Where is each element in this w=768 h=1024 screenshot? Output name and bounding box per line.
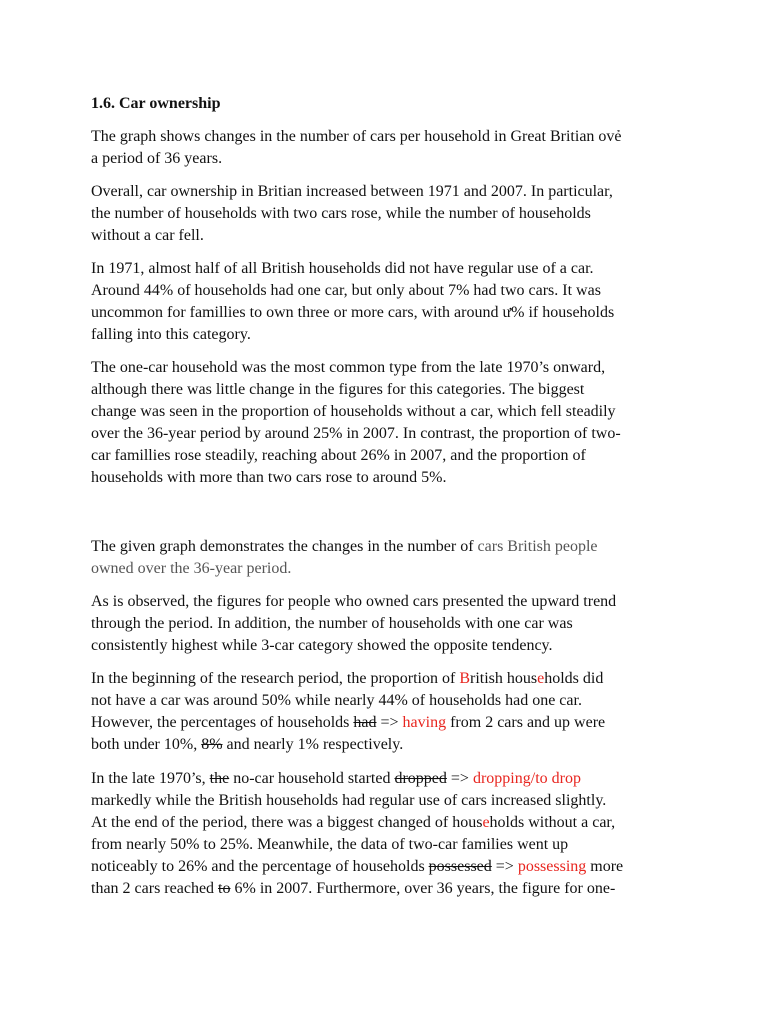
- text-run: noticeably to 26% and the percentage of households: [91, 858, 429, 875]
- paragraph-line: a period of 36 years.: [91, 150, 223, 167]
- correction-text: possessing: [517, 858, 587, 875]
- struck-text: 8%: [201, 736, 223, 753]
- text-run: =>: [446, 770, 473, 787]
- struck-text: had: [353, 714, 377, 731]
- paragraph-line: not have a car was around 50% while nearly 44% of households had one car.: [91, 692, 582, 709]
- paragraph-line: [91, 734, 691, 756]
- paragraph-line: [91, 668, 691, 690]
- paragraph-line: The one-car household was the most common type from the late 1970’s onward,: [91, 359, 606, 376]
- paragraph-line: [91, 712, 691, 734]
- correction-text: having: [402, 714, 447, 731]
- paragraph-line: [91, 812, 691, 834]
- text-run: holds without a car,: [489, 814, 616, 831]
- paragraph-line: without a car fell.: [91, 227, 204, 244]
- paragraph-8: [91, 768, 691, 900]
- correction-text: dropping: [472, 770, 531, 787]
- correction-text: to drop: [535, 770, 581, 787]
- correction-text: e: [482, 814, 490, 831]
- text-run: and nearly 1% respectively.: [222, 736, 404, 753]
- paragraph-line: Around 44% of households had one car, but only about 7% had two cars. It was: [91, 282, 601, 299]
- paragraph-4: [91, 357, 691, 489]
- struck-text: to: [218, 880, 231, 897]
- text-run: from 2 cars and up were: [446, 714, 606, 731]
- paragraph-line: although there was little change in the figures for this categories. The biggest: [91, 381, 585, 398]
- correction-text: e: [537, 670, 545, 687]
- text-run: 6% in 2007. Furthermore, over 36 years, the figure for one-: [230, 880, 616, 897]
- paragraph-line: The graph shows changes in the number of cars per household in Great Britian ovẻ: [91, 128, 622, 145]
- paragraph-7: [91, 668, 691, 756]
- text-run: holds did: [544, 670, 604, 687]
- text-run: In the late 1970’s,: [91, 770, 210, 787]
- paragraph-line: households with more than two cars rose to around 5%.: [91, 469, 447, 486]
- correction-text: B: [459, 670, 470, 687]
- paragraph-line: markedly while the British households had regular use of cars increased slightly.: [91, 792, 607, 809]
- text-run: than 2 cars reached: [91, 880, 219, 897]
- highlighted-text: cars British people: [477, 538, 598, 555]
- paragraph-line: [91, 768, 691, 790]
- text-run: ritish hous: [470, 670, 538, 687]
- text-run: The given graph demonstrates the changes in the number of: [91, 538, 478, 555]
- text-run: no-car household started: [229, 770, 395, 787]
- text-run: =>: [491, 858, 518, 875]
- paragraph-line: from nearly 50% to 25%. Meanwhile, the data of two-car families went up: [91, 836, 569, 853]
- struck-text: possessed: [428, 858, 492, 875]
- paragraph-line: car famillies rose steadily, reaching about 26% in 2007, and the proportion of: [91, 447, 586, 464]
- paragraph-line: through the period. In addition, the number of households with one car was: [91, 615, 573, 632]
- paragraph-line: [91, 536, 691, 558]
- paragraph-2: [91, 181, 691, 247]
- struck-text: dropped: [394, 770, 447, 787]
- text-run: However, the percentages of households: [91, 714, 354, 731]
- paragraph-line: In 1971, almost half of all British households did not have regular use of a car.: [91, 260, 594, 277]
- paragraph-line: change was seen in the proportion of households without a car, which fell steadily: [91, 403, 616, 420]
- paragraph-line: [91, 856, 691, 878]
- text-run: more: [586, 858, 624, 875]
- paragraph-5: [91, 536, 691, 580]
- paragraph-line: uncommon for famillies to own three or more cars, with around ư% if households: [91, 304, 615, 321]
- struck-text: the: [209, 770, 230, 787]
- paragraph-6: [91, 591, 691, 657]
- text-run: =>: [376, 714, 403, 731]
- paragraph-line: Overall, car ownership in Britian increased between 1971 and 2007. In particular,: [91, 183, 613, 200]
- paragraph-3: [91, 258, 691, 346]
- text-run: In the beginning of the research period, the proportion of: [91, 670, 460, 687]
- paragraph-line: over the 36-year period by around 25% in 2007. In contrast, the proportion of two-: [91, 425, 621, 442]
- correction-text: /: [530, 770, 536, 787]
- paragraph-1: [91, 126, 691, 170]
- paragraph-line: As is observed, the figures for people who owned cars presented the upward trend: [91, 593, 617, 610]
- text-run: At the end of the period, there was a biggest changed of hous: [91, 814, 483, 831]
- paragraph-line: the number of households with two cars rose, while the number of households: [91, 205, 591, 222]
- highlighted-text: owned over the 36-year period.: [91, 560, 292, 577]
- text-run: both under 10%,: [91, 736, 202, 753]
- section-title: 1.6. Car ownership: [91, 95, 221, 112]
- paragraph-line: [91, 878, 691, 900]
- paragraph-line: consistently highest while 3-car category showed the opposite tendency.: [91, 637, 553, 654]
- paragraph-line: falling into this category.: [91, 326, 251, 343]
